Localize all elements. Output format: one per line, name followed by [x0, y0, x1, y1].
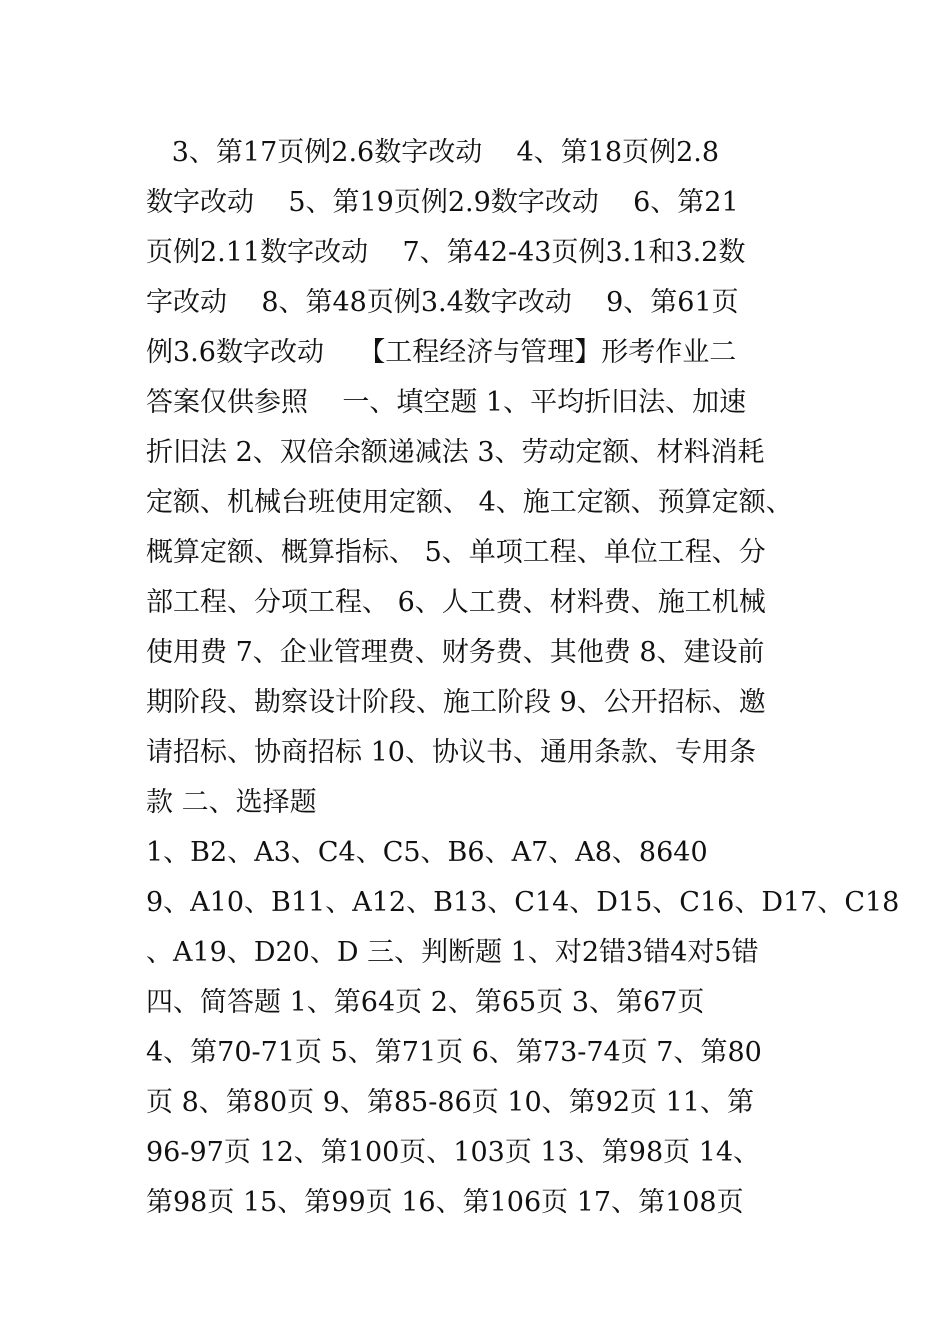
text-line-22: 第98页 15、第99页 16、第106页 17、第108页 [146, 1187, 744, 1218]
text-line-3: 页例2.11数字改动 7、第42-43页例3.1和3.2数 [146, 237, 746, 268]
document-body [146, 128, 900, 1228]
text-line-4: 字改动 8、第48页例3.4数字改动 9、第61页 [146, 287, 739, 318]
text-line-19: 4、第70-71页 5、第71页 6、第73-74页 7、第80 [146, 1037, 762, 1068]
text-line-6: 答案仅供参照 一、填空题 1、平均折旧法、加速 [146, 387, 747, 418]
text-line-5: 例3.6数字改动 【工程经济与管理】形考作业二 [146, 337, 737, 368]
text-line-11: 使用费 7、企业管理费、财务费、其他费 8、建设前 [146, 637, 765, 668]
text-line-10: 部工程、分项工程、 6、人工费、材料费、施工机械 [146, 587, 766, 618]
text-line-8: 定额、机械台班使用定额、 4、施工定额、预算定额、 [146, 487, 793, 518]
text-line-9: 概算定额、概算指标、 5、单项工程、单位工程、分 [146, 537, 766, 568]
text-line-17: 、A19、D20、D 三、判断题 1、对2错3错4对5错 [146, 937, 759, 968]
text-line-13: 请招标、协商招标 10、协议书、通用条款、专用条 [146, 737, 756, 768]
text-line-1: 3、第17页例2.6数字改动 4、第18页例2.8 [146, 137, 720, 168]
text-line-15: 1、B2、A3、C4、C5、B6、A7、A8、8640 [146, 837, 708, 868]
text-line-20: 页 8、第80页 9、第85-86页 10、第92页 11、第 [146, 1087, 754, 1118]
text-line-16: 9、A10、B11、A12、B13、C14、D15、C16、D17、C18 [146, 887, 900, 918]
text-line-7: 折旧法 2、双倍余额递减法 3、劳动定额、材料消耗 [146, 437, 765, 468]
text-line-18: 四、简答题 1、第64页 2、第65页 3、第67页 [146, 987, 705, 1018]
text-line-21: 96-97页 12、第100页、103页 13、第98页 14、 [146, 1137, 761, 1168]
text-line-14: 款 二、选择题 [146, 787, 317, 818]
text-line-12: 期阶段、勘察设计阶段、施工阶段 9、公开招标、邀 [146, 687, 766, 718]
text-line-2: 数字改动 5、第19页例2.9数字改动 6、第21 [146, 187, 739, 218]
